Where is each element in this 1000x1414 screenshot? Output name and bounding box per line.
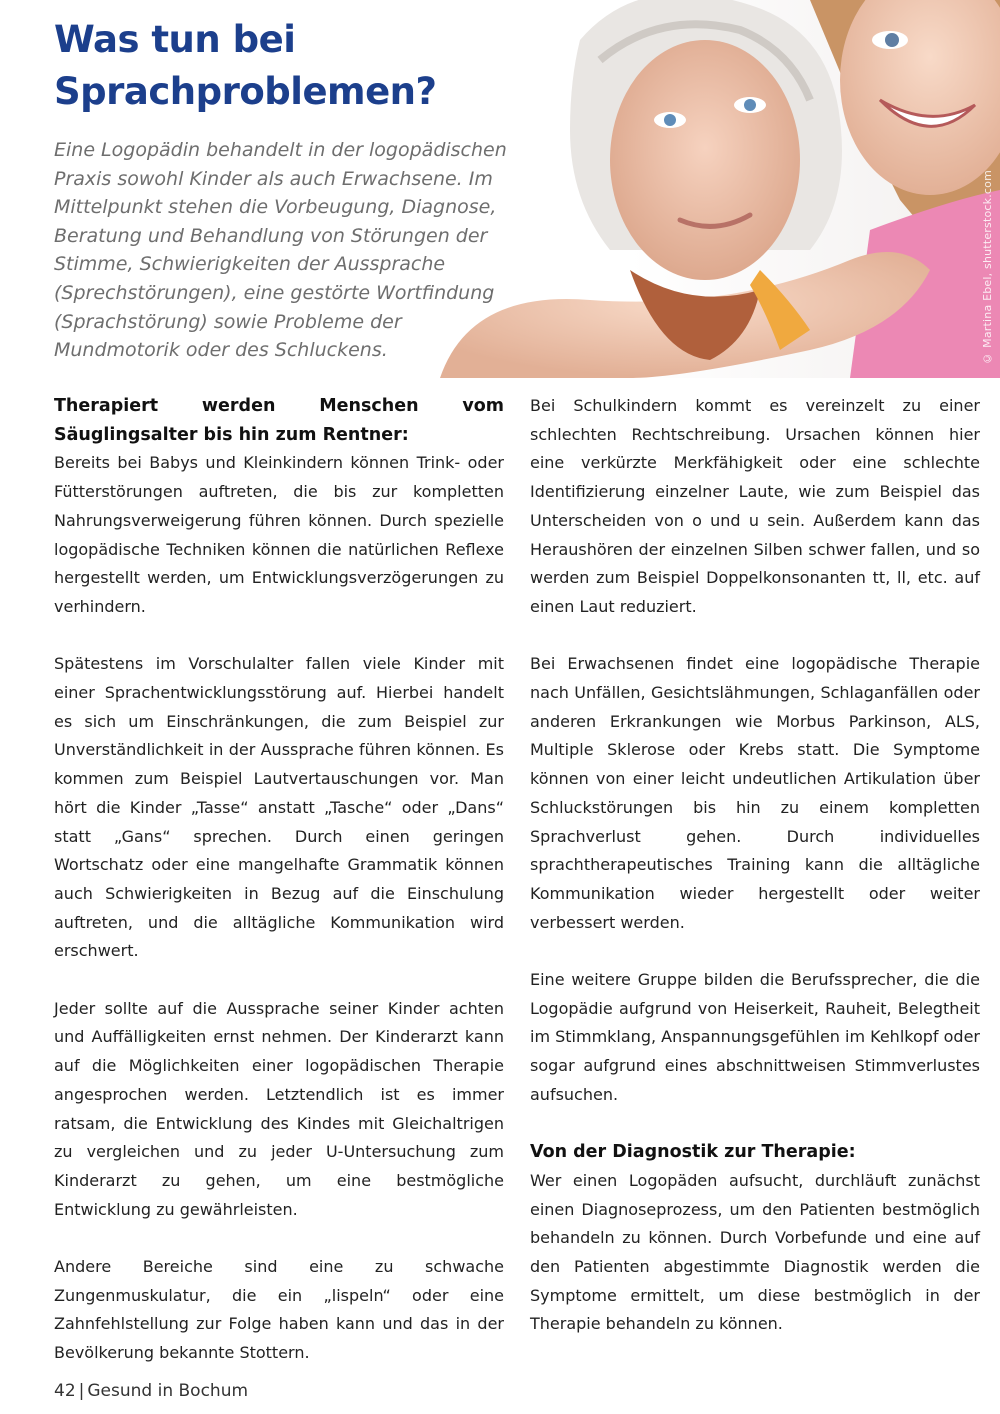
- right-paragraph-3: Eine weitere Gruppe bilden die Berufssprecher, die die Logopädie aufgrund von Heiserkeit, Rauheit, Belegtheit im Stimmklang, Anspannungsgefühlen im Kehlkopf oder sogar aufgrund eines abschnittweisen Stimmverlustes aufsuchen.: [530, 970, 980, 1104]
- publication-name: Gesund in Bochum: [87, 1381, 249, 1401]
- left-column: [54, 392, 504, 1397]
- right-column-heading: Von der Diagnostik zur Therapie:: [530, 1142, 856, 1163]
- left-column-heading: Therapiert werden Menschen vom Säuglingsalter bis hin zum Rentner:: [54, 396, 504, 445]
- lead-paragraph: Eine Logopädin behandelt in der logopädischen Praxis sowohl Kinder als auch Erwachsene. Im Mittelpunkt stehen die Vorbeugung, Diagnose, Beratung und Behandlung von Störungen der Stimme, Schwierigkeiten der Aussprache (Sprechstörungen), eine gestörte Wortfindung (Sprachstörung) sowie Probleme der Mundmotorik oder des Schluckens.: [54, 139, 507, 362]
- left-paragraph-1: Bereits bei Babys und Kleinkindern können Trink- oder Fütterstörungen auftreten, die bis zur kompletten Nahrungsverweigerung führen können. Durch spezielle logopädische Techniken können die natürlichen Reflexe hergestellt werden, um Entwicklungsverzögerungen zu verhindern.: [54, 453, 504, 616]
- page-title: [54, 14, 437, 118]
- right-paragraph-4: Wer einen Logopäden aufsucht, durchläuft zunächst einen Diagnoseprozess, um den Patienten bestmöglich behandeln zu können. Durch Vorbefunde und eine auf den Patienten abgestimmte Diagnostik werden die Symptome ermittelt, um diese bestmöglich in der Therapie behandeln zu können.: [530, 1170, 980, 1334]
- page-footer: [54, 1381, 248, 1401]
- right-paragraph-1: Bei Schulkindern kommt es vereinzelt zu einer schlechten Rechtschreibung. Ursachen können hier eine verkürzte Merkfähigkeit oder eine schlechte Identifizierung einzelner Laute, wie zum Beispiel das Unterscheiden von o und u sein. Außerdem kann das Heraushören der einzelnen Silben schwer fallen, und so werden zum Beispiel Doppelkonsonanten tt, ll, etc. auf einen Laut reduziert.: [530, 396, 980, 616]
- left-paragraph-4: Andere Bereiche sind eine zu schwache Zungenmuskulatur, die ein „lispeln“ oder eine Zahnfehlstellung zur Folge haben kann und das in der Bevölkerung bekannte Stottern.: [54, 1257, 504, 1363]
- left-paragraph-2: Spätestens im Vorschulalter fallen viele Kinder mit einer Sprachentwicklungsstörung auf. Hierbei handelt es sich um Einschränkungen, die zum Beispiel zur Unverständlichkeit in der Aussprache führen können. Es kommen zum Beispiel Lautvertauschungen vor. Man hört die Kinder „Tasse“ anstatt „Tasche“ oder „Dans“ statt „Gans“ sprechen. Durch einen geringen Wortschatz oder eine mangelhafte Grammatik können auch Schwierigkeiten in Bezug auf die Einschulung auftreten, und die alltägliche Kommunikation wird erschwert.: [54, 654, 504, 961]
- footer-separator: |: [78, 1381, 85, 1401]
- photo-two-women: [430, 0, 1000, 378]
- right-column: [530, 392, 980, 1368]
- title-line-1: Was tun bei: [54, 18, 296, 61]
- photo-credit: © Martina Ebel, shutterstock.com: [981, 170, 994, 365]
- photo-illustration: [430, 0, 1000, 378]
- title-line-2: Sprachproblemen?: [54, 70, 437, 113]
- left-paragraph-3: Jeder sollte auf die Aussprache seiner Kinder achten und Auffälligkeiten ernst nehmen. Der Kinderarzt kann auf die Möglichkeiten einer logopädischen Therapie angesprochen werden. Letztendlich ist es immer ratsam, die Entwicklung des Kindes mit Gleichaltrigen zu vergleichen und zu jeder U-Untersuchung zum Kinderarzt zu gehen, um eine bestmögliche Entwicklung zu gewährleisten.: [54, 998, 504, 1219]
- right-paragraph-2: Bei Erwachsenen findet eine logopädische Therapie nach Unfällen, Gesichtslähmungen, Schlaganfällen oder anderen Erkrankungen wie Morbus Parkinson, ALS, Multiple Sklerose oder Krebs statt. Die Symptome können von einer leicht undeutlichen Artikulation über Schluckstörungen bis hin zu einem kompletten Sprachverlust gehen. Durch individuelles sprachtherapeutisches Training kann die alltägliche Kommunikation wieder hergestellt oder weiter verbessert werden.: [530, 654, 980, 932]
- page-number: 42: [54, 1381, 76, 1401]
